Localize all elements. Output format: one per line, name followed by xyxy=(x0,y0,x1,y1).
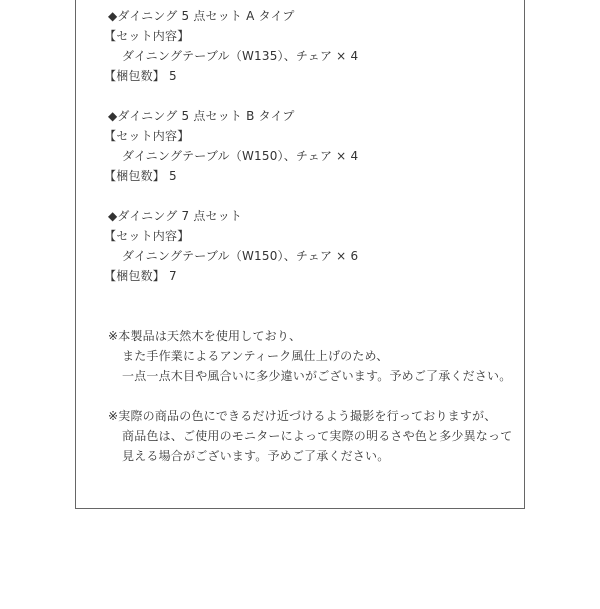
note-1-line-1: ※本製品は天然木を使用しており、 xyxy=(108,329,302,343)
set-a-packages: 【梱包数】 5 xyxy=(104,69,177,83)
note-2-line-2: 商品色は、ご使用のモニターによって実際の明るさや色と多少異なって xyxy=(122,429,513,443)
set-7-title: ◆ダイニング 7 点セット xyxy=(108,209,243,223)
set-a-contents: ダイニングテーブル（W135）、チェア × 4 xyxy=(122,49,359,63)
set-7-contents: ダイニングテーブル（W150）、チェア × 6 xyxy=(122,249,359,263)
set-b-contents-label: 【セット内容】 xyxy=(104,129,190,143)
note-2-line-3: 見える場合がございます。予めご了承ください。 xyxy=(122,449,390,463)
note-1-line-2: また手作業によるアンティーク風仕上げのため、 xyxy=(122,349,389,363)
note-1-line-3: 一点一点木目や風合いに多少違いがございます。予めご了承ください。 xyxy=(122,369,512,383)
set-7-packages: 【梱包数】 7 xyxy=(104,269,177,283)
set-b-title: ◆ダイニング 5 点セット B タイプ xyxy=(108,109,295,123)
note-2-line-1: ※実際の商品の色にできるだけ近づけるよう撮影を行っておりますが、 xyxy=(108,409,497,423)
spec-box xyxy=(75,0,525,509)
set-a-contents-label: 【セット内容】 xyxy=(104,29,190,43)
set-7-contents-label: 【セット内容】 xyxy=(104,229,190,243)
set-b-packages: 【梱包数】 5 xyxy=(104,169,177,183)
set-a-title: ◆ダイニング 5 点セット A タイプ xyxy=(108,9,295,23)
set-b-contents: ダイニングテーブル（W150）、チェア × 4 xyxy=(122,149,359,163)
